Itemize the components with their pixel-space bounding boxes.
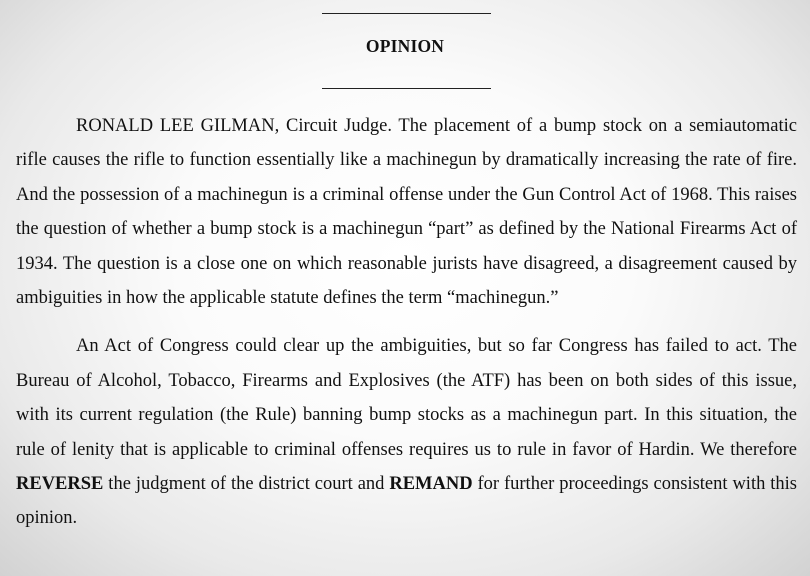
reverse-disposition: REVERSE (16, 474, 104, 495)
paragraph-intro: RONALD LEE GILMAN, Circuit Judge. The placement of a bump stock on a semiautomatic rifle causes the rifle to function essentially like a machinegun by dramatically increasing the rate of fire. And the possession of a machinegun is a criminal offense under the Gun Control Act of 1968. This raises the question of whether a bump stock is a machinegun “part” as defined by the National Firearms Act of 1934. The question is a close one on which reasonable jurists have disagreed, a disagreement caused by ambiguities in how the applicable statute defines the term “machinegun.” (16, 116, 797, 309)
remand-disposition: REMAND (389, 474, 473, 495)
holding-text-3: for further proceedings consistent with this opinion. (16, 474, 797, 529)
holding-text-2: the judgment of the district court and (103, 474, 390, 495)
holding-text-1: An Act of Congress could clear up the ambiguities, but so far Congress has failed to act. The Bureau of Alcohol, Tobacco, Firearms and Explosives (the ATF) has been on both sides of this issue, with its current regulation (the Rule) banning bump stocks as a machinegun part. In this situation, the rule of lenity that is applicable to criminal offenses requires us to rule in favor of Hardin. We therefore (16, 336, 797, 460)
paragraph-holding (16, 329, 797, 535)
bottom-divider (322, 88, 491, 89)
top-divider (322, 13, 491, 14)
opinion-heading: OPINION (365, 36, 445, 56)
opinion-body (16, 109, 797, 536)
